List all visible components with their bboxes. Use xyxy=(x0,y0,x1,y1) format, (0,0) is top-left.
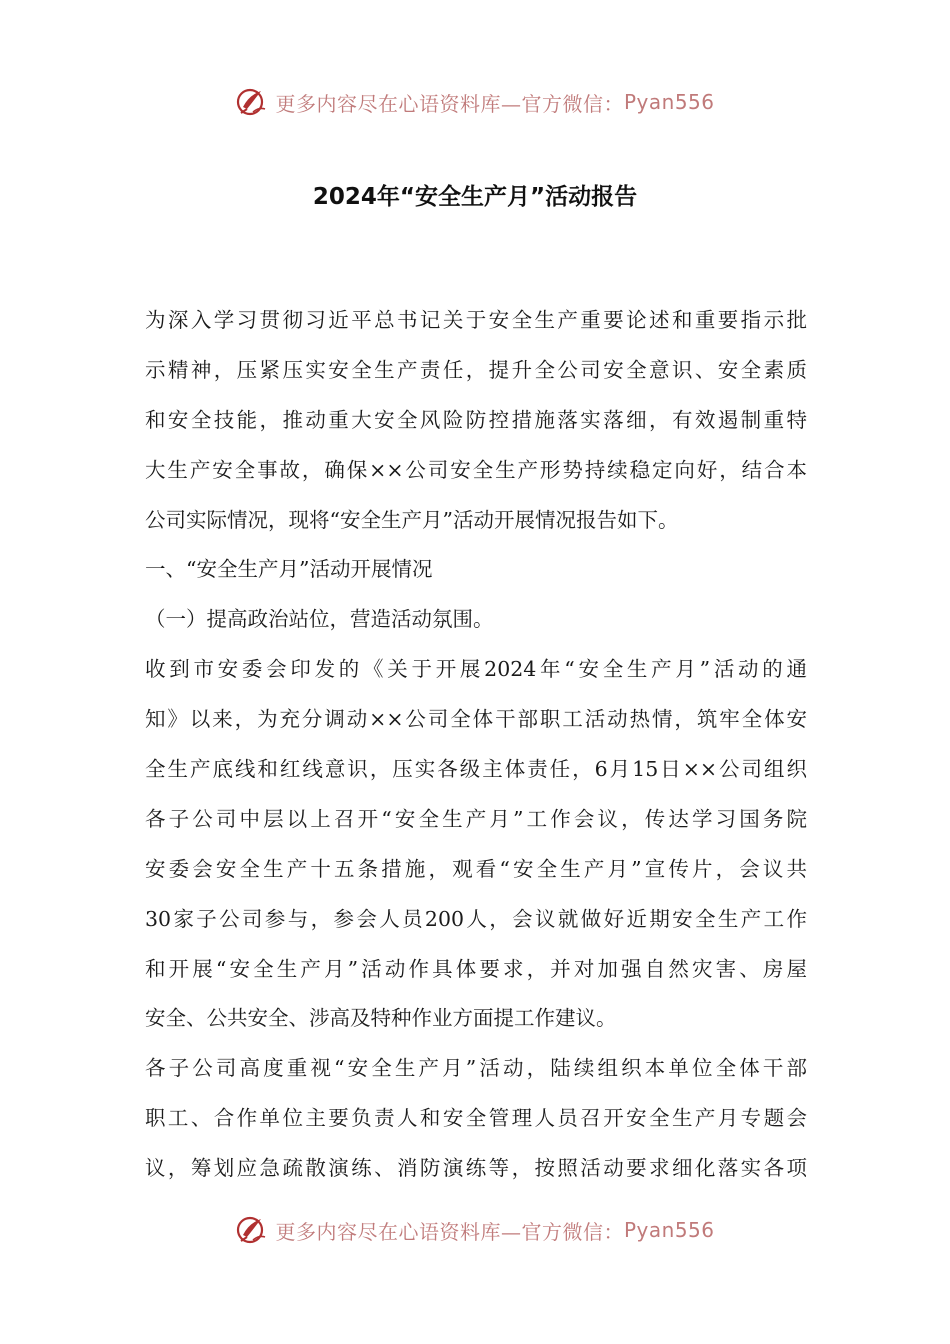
body-line: 知》以来，为充分调动××公司全体干部职工活动热情，筑牢全体安 xyxy=(145,707,807,732)
document-body xyxy=(145,296,807,1194)
body-line: 和开展“安全生产月”活动作具体要求，并对加强自然灾害、房屋 xyxy=(145,956,807,981)
body-line: 公司实际情况，现将“安全生产月”活动开展情况报告如下。 xyxy=(145,507,679,532)
body-line: 示精神，压紧压实安全生产责任，提升全公司安全意识、安全素质 xyxy=(145,357,807,382)
body-line: （一）提高政治站位，营造活动氛围。 xyxy=(145,607,494,632)
body-line: 各子公司中层以上召开“安全生产月”工作会议，传达学习国务院 xyxy=(145,806,807,831)
pen-logo-icon xyxy=(235,1213,269,1247)
body-line: 收到市安委会印发的《关于开展2024年“安全生产月”活动的通 xyxy=(145,657,807,682)
body-line: 和安全技能，推动重大安全风险防控措施落实落细，有效遏制重特 xyxy=(145,407,807,432)
document-title: 2024年“安全生产月”活动报告 xyxy=(312,184,638,210)
body-line: 30家子公司参与，参会人员200人，会议就做好近期安全生产工作 xyxy=(145,906,807,931)
watermark-wechat-id: Pyan556 xyxy=(623,90,715,114)
watermark-banner-bottom xyxy=(0,1210,950,1250)
body-line: 议，筹划应急疏散演练、消防演练等，按照活动要求细化落实各项 xyxy=(145,1156,807,1181)
pen-logo-icon xyxy=(235,85,269,119)
watermark-text: 更多内容尽在心语资料库—官方微信： xyxy=(275,1219,624,1244)
body-line: 安委会安全生产十五条措施，观看“安全生产月”宣传片，会议共 xyxy=(145,856,807,881)
watermark-text: 更多内容尽在心语资料库—官方微信： xyxy=(275,91,624,116)
body-line: 职工、合作单位主要负责人和安全管理人员召开安全生产月专题会 xyxy=(145,1106,807,1131)
watermark-wechat-id: Pyan556 xyxy=(623,1218,715,1242)
body-line: 为深入学习贯彻习近平总书记关于安全生产重要论述和重要指示批 xyxy=(145,308,807,332)
body-line: 安全、公共安全、涉高及特种作业方面提工作建议。 xyxy=(145,1006,617,1031)
watermark-banner-top xyxy=(0,82,950,122)
body-line: 各子公司高度重视“安全生产月”活动，陆续组织本单位全体干部 xyxy=(145,1056,807,1081)
body-line: 大生产安全事故，确保××公司安全生产形势持续稳定向好，结合本 xyxy=(145,457,807,482)
body-line: 全生产底线和红线意识，压实各级主体责任，6月15日××公司组织 xyxy=(145,757,807,782)
body-line: 一、“安全生产月”活动开展情况 xyxy=(145,557,433,582)
